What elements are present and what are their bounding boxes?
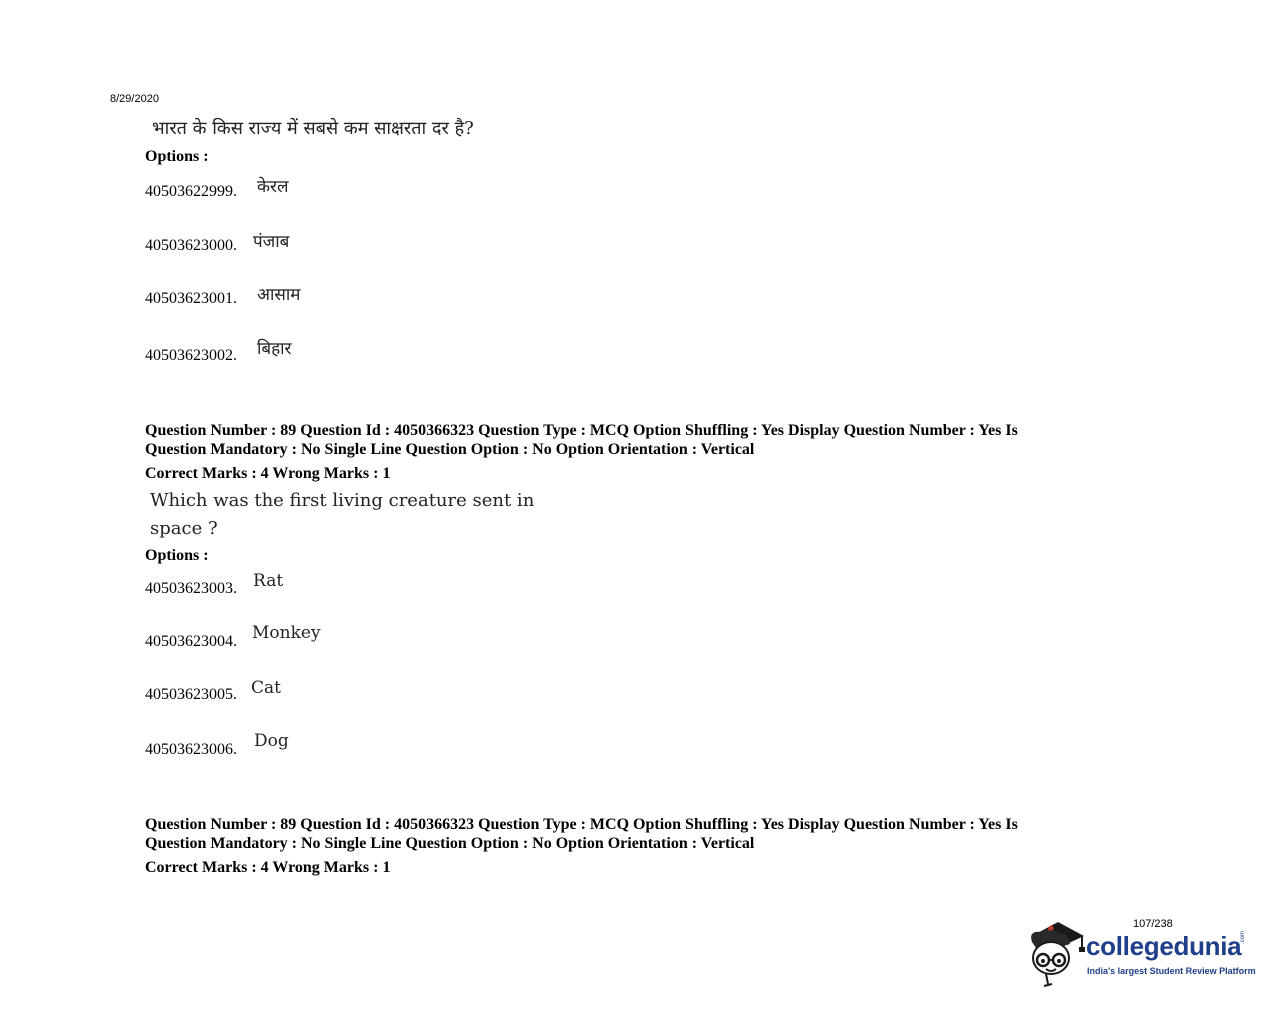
option-label: पंजाब (253, 232, 290, 252)
print-date: 8/29/2020 (110, 93, 159, 105)
option-label: Cat (251, 678, 281, 698)
question-meta-line: Question Number : 89 Question Id : 4050366323 Question Type : MCQ Option Shuffling : Yes Display Question Number : Yes Is (145, 422, 1018, 439)
option-id: 40503623006. (145, 741, 237, 758)
question-text: space ? (150, 518, 218, 539)
question-meta-line: Question Mandatory : No Single Line Question Option : No Option Orientation : Vertical (145, 835, 755, 852)
question-marks: Correct Marks : 4 Wrong Marks : 1 (145, 859, 391, 876)
option-id: 40503622999. (145, 183, 237, 200)
option-id: 40503623000. (145, 237, 237, 254)
question-meta-line: Question Number : 89 Question Id : 4050366323 Question Type : MCQ Option Shuffling : Yes Display Question Number : Yes Is (145, 816, 1018, 833)
option-id: 40503623004. (145, 633, 237, 650)
question-marks: Correct Marks : 4 Wrong Marks : 1 (145, 465, 391, 482)
brand-tagline: India's largest Student Review Platform (1087, 966, 1256, 976)
option-id: 40503623005. (145, 686, 237, 703)
option-id: 40503623003. (145, 580, 237, 597)
option-id: 40503623001. (145, 290, 237, 307)
brand-name: collegedunia (1086, 931, 1242, 961)
options-label: Options : (145, 148, 209, 165)
page-number: 107/238 (1133, 918, 1173, 930)
option-label: केरल (257, 177, 289, 197)
option-label: Rat (253, 571, 284, 591)
option-label: Dog (254, 731, 289, 751)
options-label: Options : (145, 547, 209, 564)
option-id: 40503623002. (145, 347, 237, 364)
option-label: बिहार (257, 339, 292, 359)
question-text-hindi: भारत के किस राज्य में सबसे कम साक्षरता दर है? (152, 118, 474, 139)
student-mascot-icon (1024, 918, 1086, 988)
option-label: Monkey (252, 623, 321, 643)
question-meta-line: Question Mandatory : No Single Line Question Option : No Option Orientation : Vertical (145, 441, 755, 458)
option-label: आसाम (257, 285, 301, 305)
brand-suffix: .com (1240, 930, 1246, 944)
question-text: Which was the first living creature sent in (150, 490, 535, 511)
